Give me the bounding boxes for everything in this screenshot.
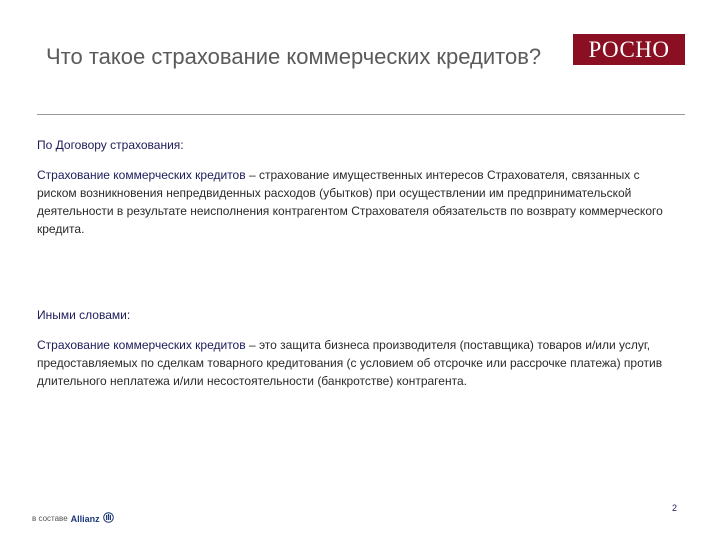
defined-term: Страхование коммерческих кредитов bbox=[37, 168, 246, 182]
section-heading: По Договору страхования: bbox=[37, 138, 184, 152]
definition-text: – это защита бизнеса производителя (поставщика) товаров и/или услуг, предоставляемых по сделкам товарного кредитования (с условием об отсрочке или рассрочке платежа) против длительного неплатежа и/или несостоятельности (банкротстве) контрагента. bbox=[37, 338, 663, 388]
allianz-footer bbox=[32, 512, 114, 525]
footer-brand: Allianz bbox=[70, 513, 100, 524]
allianz-eagle-icon bbox=[103, 512, 114, 525]
definition-text: – страхование имущественных интересов Страхователя, связанных с риском возникновения непредвиденных расходов (убытков) при осуществлении им предпринимательской деятельности в результате неисполнения контрагентом Страхователя обязательств по возврату коммерческого кредита. bbox=[37, 168, 663, 236]
contract-definition-section bbox=[37, 136, 677, 238]
rosno-logo bbox=[573, 34, 685, 65]
page-number: 2 bbox=[672, 503, 678, 513]
logo-text: РОСНО bbox=[588, 36, 670, 62]
section-heading: Иными словами: bbox=[37, 308, 131, 322]
title-divider bbox=[37, 114, 685, 115]
plain-words-section bbox=[37, 306, 677, 390]
definition-paragraph bbox=[37, 336, 677, 390]
footer-prefix: в составе bbox=[32, 514, 68, 523]
slide-title: Что такое страхование коммерческих кредитов? bbox=[46, 44, 542, 69]
definition-paragraph bbox=[37, 166, 677, 238]
defined-term: Страхование коммерческих кредитов bbox=[37, 338, 246, 352]
